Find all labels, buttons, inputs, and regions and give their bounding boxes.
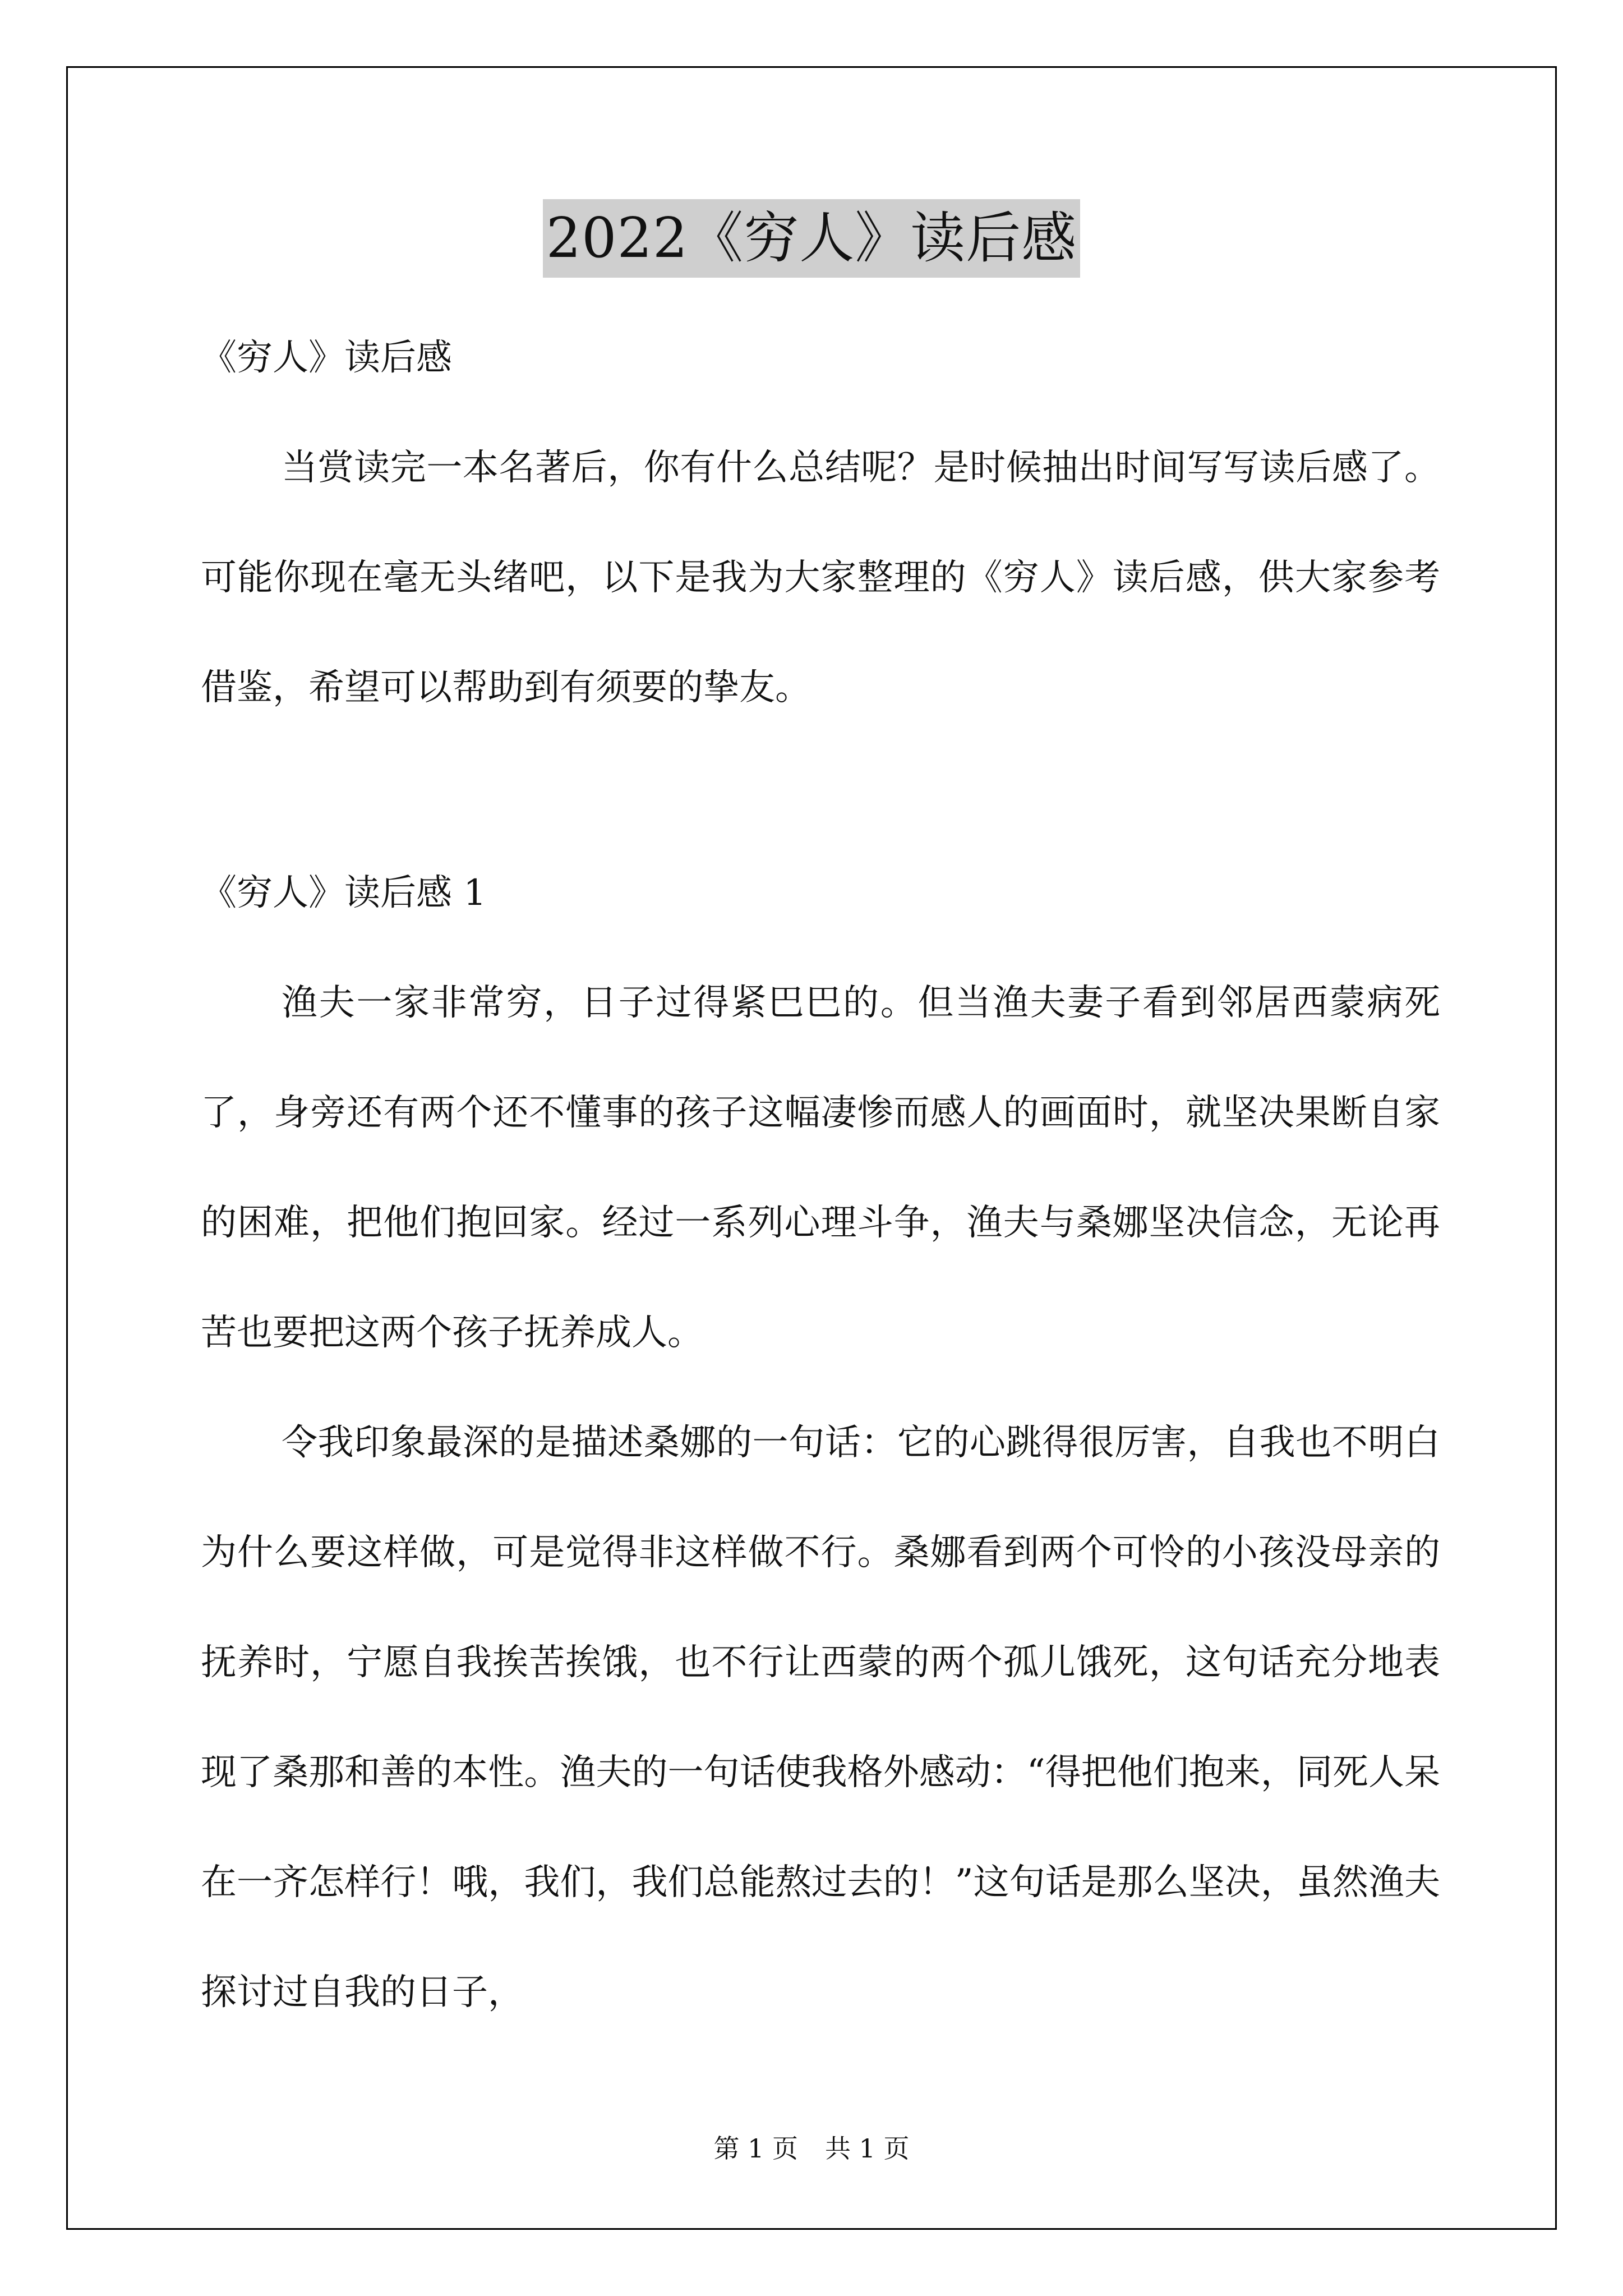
page-number-total: 共 1 页: [825, 2133, 910, 2164]
title-container: [0, 199, 1623, 278]
document-body: [201, 303, 1440, 2047]
page-number-current: 第 1 页: [713, 2133, 798, 2164]
body-paragraph-2: 令我印象最深的是描述桑娜的一句话：它的心跳得很厉害，自我也不明白为什么要这样做，可是觉得非这样做不行。桑娜看到两个可怜的小孩没母亲的抚养时，宁愿自我挨苦挨饿，也不行让西蒙的两个孤儿饿死，这句话充分地表现了桑那和善的本性。渔夫的一句话使我格外感动：“得把他们抱来，同死人呆在一齐怎样行！哦，我们，我们总能熬过去的！”这句话是那么坚决，虽然渔夫探讨过自我的日子，: [201, 1422, 1440, 2013]
section-heading-1: 《穷人》读后感 1: [201, 872, 487, 914]
intro-paragraph: 当赏读完一本名著后，你有什么总结呢？是时候抽出时间写写读后感了。可能你现在毫无头绪吧，以下是我为大家整理的《穷人》读后感，供大家参考借鉴，希望可以帮助到有须要的挚友。: [201, 447, 1440, 708]
body-paragraph-1: 渔夫一家非常穷，日子过得紧巴巴的。但当渔夫妻子看到邻居西蒙病死了，身旁还有两个还不懂事的孩子这幅凄惨而感人的画面时，就坚决果断自家的困难，把他们抱回家。经过一系列心理斗争，渔夫与桑娜坚决信念，无论再苦也要把这两个孩子抚养成人。: [201, 982, 1440, 1354]
section-gap: [201, 743, 1440, 838]
document-title: 2022《穷人》读后感: [543, 199, 1080, 278]
page-footer: [0, 2132, 1623, 2165]
intro-heading: 《穷人》读后感: [201, 337, 452, 379]
